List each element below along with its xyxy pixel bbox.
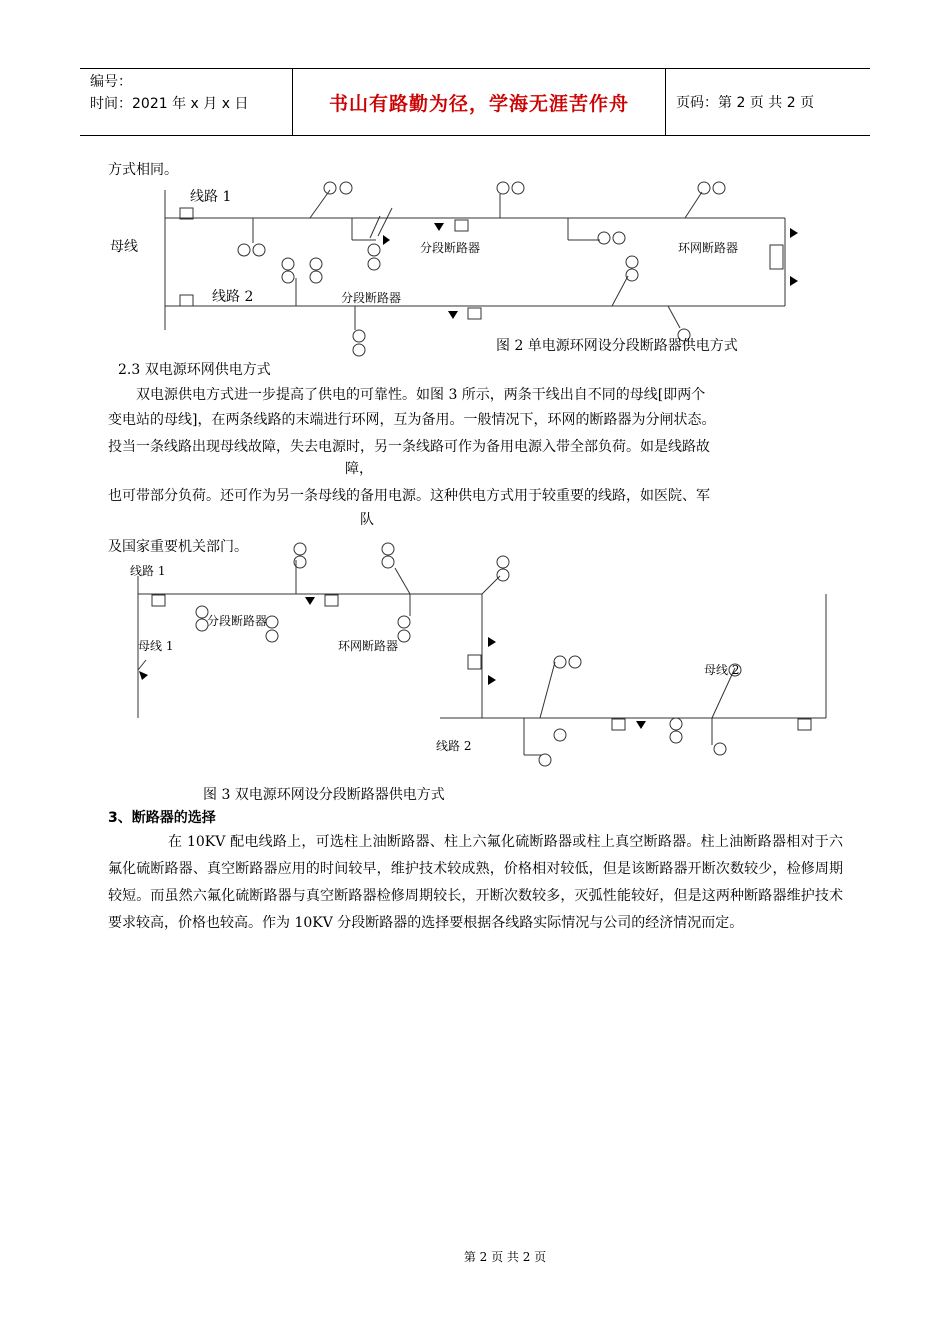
section-2-3-line-2: 变电站的母线]，在两条线路的末端进行环网，互为备用。一般情况下，环网的断路器为分闸状态。 (108, 412, 716, 428)
section-2-3-line-3: 投当一条线路出现母线故障，失去电源时，另一条线路可作为备用电源入带全部负荷。如是线路故 (108, 439, 710, 455)
header-meta (80, 69, 293, 135)
page-header (80, 68, 870, 136)
section-2-3-line-3b: 障， (345, 461, 373, 477)
page-footer: 第 2 页 共 2 页 (463, 1250, 547, 1264)
motto: 书山有路勤为径，学海无涯苦作舟 (328, 92, 629, 115)
fig3-caption: 图 3 双电源环网设分段断路器供电方式 (203, 787, 445, 803)
fig2-line2-label: 线路 2 (212, 289, 254, 305)
section-2-3-line-4: 也可带部分负荷。还可作为另一条母线的备用电源。这种供电方式用于较重要的线路，如医院、军 (108, 488, 710, 504)
fig2-caption: 图 2 单电源环网设分段断路器供电方式 (496, 338, 738, 354)
section-2-3-heading: 2.3 双电源环网供电方式 (118, 362, 271, 378)
time-label: 时间：2021 年 x 月 x 日 (90, 96, 249, 112)
section-3-body: 在 10KV 配电线路上，可选柱上油断路器、柱上六氟化硫断路器或柱上真空断路器。柱上油断路器相对于六氟化硫断路器、真空断路器应用的时间较早，维护技术较成熟，价格相对较低，但是该断路器开断次数较少，检修周期较短。而虽然六氟化硫断路器与真空断路器检修周期较长，开断次数较多，灭弧性能较好，但是这两种断路器维护技术要求较高，价格也较高。作为 10KV 分段断路器的选择要根据各线路实际情况与公司的经济情况而定。 (108, 834, 843, 931)
fig2-section-breaker-a: 分段断路器 (420, 241, 481, 255)
section-3-heading: 3、断路器的选择 (108, 810, 216, 826)
number-label: 编号： (90, 74, 132, 90)
fig2-bus-label: 母线 (110, 239, 138, 255)
figure-2-diagram (0, 168, 950, 368)
fig2-line1-label: 线路 1 (190, 189, 232, 205)
fig3-bus1-label: 母线 1 (138, 639, 174, 653)
section-2-3-line-1: 双电源供电方式进一步提高了供电的可靠性。如图 3 所示，两条干线出自不同的母线[即两个 (136, 387, 706, 403)
section-2-3-line-5: 及国家重要机关部门。 (108, 539, 248, 555)
fig2-section-breaker-b: 分段断路器 (341, 291, 402, 305)
fig3-section-breaker: 分段断路器 (207, 614, 268, 628)
fig3-bus2-label: 母线 2 (704, 663, 740, 677)
fig3-ring-breaker: 环网断路器 (338, 639, 399, 653)
section-2-3-line-4b: 队 (360, 512, 374, 528)
fig3-line2-label: 线路 2 (436, 739, 472, 753)
page-label: 页码：第 2 页 共 2 页 (676, 95, 815, 111)
header-motto-cell (293, 69, 666, 135)
fig2-ring-breaker: 环网断路器 (678, 241, 739, 255)
fig3-line1-label: 线路 1 (130, 564, 166, 578)
continuation-text: 方式相同。 (108, 162, 178, 178)
